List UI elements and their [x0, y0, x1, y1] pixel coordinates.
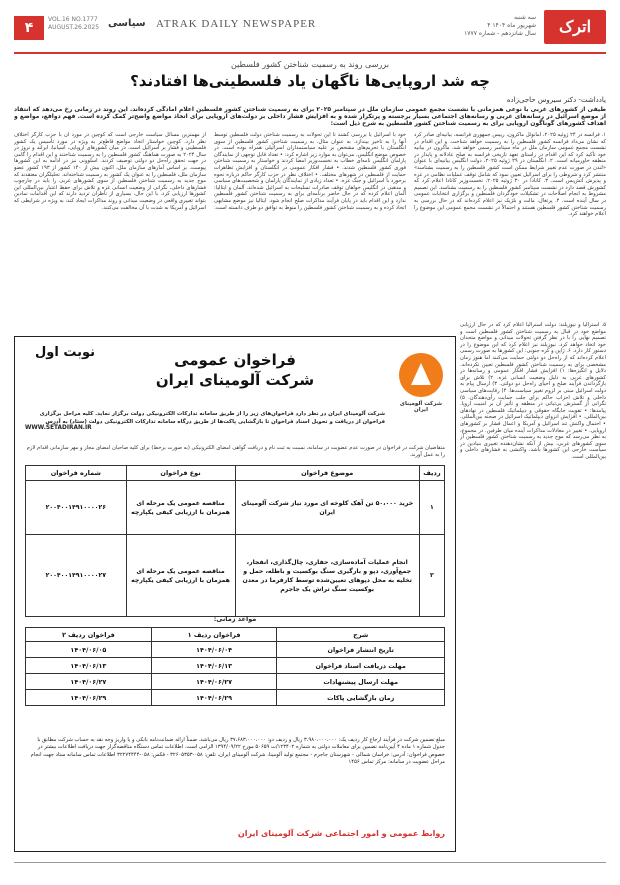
row-number: ۲: [419, 535, 444, 617]
row-type: مناقصه عمومی یک مرحله ای همزمان با ارزیابی کیفی یکپارچه: [126, 481, 235, 535]
table-row: [26, 690, 445, 706]
schedule-label: تاریخ انتشار فراخوان: [277, 642, 445, 658]
tender-advertisement: [14, 336, 456, 852]
col-header-row: ردیف: [419, 466, 444, 481]
article-column-right: ۵. استرالیا و نیوزیلند: دولت استرالیا اعلام کرد که در حال ارزیابی مواضع خود در قبال به رسمیت شناختن کشور فلسطین است و تصمیم نهایی را با در نظر گرفتن تحولات میدانی و مواضع متحدان خود اتخاذ خواهد کرد. نیوزیلند نیز اعلام کرد که این موضوع را در دستور کار دارد. ۶. ژاپن و کره جنوبی: این کشورها به صورت رسمی اعلام کرده‌اند که از راه‌حل دو دولتی حمایت می‌کنند اما هنوز زمان مشخصی برای به رسمیت شناختن کشور فلسطین تعیین نکرده‌اند. دلایل و انگیزه‌ها: ۱) افزایش فشار افکار عمومی و رسانه‌ها در کشورهای غربی به دلیل وضعیت انسانی غزه. ۲) تلاش برای بازگرداندن فرآیند صلح و احیای راه‌حل دو دولتی. ۳) ارسال پیام به دولت اسرائیل مبنی بر لزوم تغییر سیاست‌ها. ۴) رقابت‌های سیاسی داخلی و تلاش احزاب حاکم برای جلب حمایت رأی‌دهندگان. ۵) نگرانی از گسترش بی‌ثباتی در منطقه و تأثیر آن بر امنیت اروپا. پیامدها: • تقویت جایگاه حقوقی و دیپلماتیک فلسطین در نهادهای بین‌المللی. • افزایش انزوای دیپلماتیک اسرائیل در صحنه بین‌المللی. • احتمال واکنش تند اسرائیل و آمریکا و اعمال فشار بر کشورهای اروپایی. • تغییر در معادلات مذاکرات آینده میان طرفین. در مجموع، به نظر می‌رسد که موج جدید به رسمیت شناختن کشور فلسطین از سوی کشورهای غربی، بیش از آنکه نشان‌دهنده تغییری بنیادین در سیاست خارجی این کشورها باشد، واکنشی به فشارهای داخلی و بین‌المللی است.: [460, 322, 606, 460]
col-header-r1: فراخوان ردیف ۱: [151, 628, 277, 642]
ad-intro: شرکت آلومینای ایران در نظر دارد فراخوان‌های زیر را از طریق سامانه تدارکات الکترونیکی دولت برگزار نماید. کلیه مراحل برگزاری فراخوان از دریافت و تحویل اسناد فراخوان تا بازگشایی پاکت‌ها از طریق درگاه سامانه تدارکات الکترونیکی دولت (ستاد) به آدرس: [39, 411, 385, 425]
schedule-title: مواعد زمانی:: [213, 615, 257, 623]
section-label: سیاسی: [108, 18, 146, 29]
schedule-date-r2: ۱۴۰۴/۰۶/۲۷: [26, 674, 152, 690]
col-header-code: شماره فراخوان: [26, 466, 127, 481]
col-header-r2: فراخوان ردیف ۲: [26, 628, 152, 642]
col-header-desc: شرح: [277, 628, 445, 642]
issue-date: [464, 14, 536, 38]
schedule-label: مهلت ارسال پیشنهادات: [277, 674, 445, 690]
table-row: [26, 481, 445, 535]
table-row: [26, 674, 445, 690]
issue-date-en: AUGUST.26.2025: [48, 24, 100, 31]
row-number: ۱: [419, 481, 444, 535]
article-columns: [14, 132, 606, 322]
page-number: ۴: [14, 16, 44, 40]
col-header-subject: موضوع فراخوان: [235, 466, 419, 481]
row-subject: انجام عملیات آماده‌سازی، حفاری، چال‌گذاری، انفجار، جمع‌آوری، دپو و بارگیری سنگ بوکسیت و باطله، حمل و تخلیه به محل دپوهای تعیین‌شده توسط کارفرما در معدن بوکسیت سنگ تراش یک جاجرم: [235, 535, 419, 617]
volume-number: VOL.16 NO.1777: [48, 16, 98, 23]
article-lead: طیفی از کشورهای غربی با نوعی همزمانی با نشست مجمع عمومی سازمان ملل در سپتامبر ۲۰۲۵ برای به رسمیت شناختن کشور فلسطین اعلام آمادگی کرده‌اند. این روند در زمانی رخ می‌دهد که انتقاد از موضع اسرائیل در رسانه‌های غربی و رسانه‌های اجتماعی بسیار برجسته و پرتکرار شده و به افزایش فشار داخلی بر دولت‌های اروپایی برای اتخاذ مواضع واضح‌تر کمک کرده است. فهم دوافع، مواضع و اهداف کشورهای گوناگون اروپایی برای به رسمیت شناختن کشور فلسطین به شرح ذیل است:: [14, 106, 606, 128]
page-header: [14, 10, 606, 50]
schedule-date-r2: ۱۴۰۴/۰۶/۱۳: [26, 658, 152, 674]
header-rule: [14, 52, 606, 54]
article-headline: چه شد اروپایی‌ها ناگهان یاد فلسطینی‌ها افتادند؟: [130, 72, 490, 90]
article-column-2: خود با اسرائیل یا بررسی کشند تا این تحولات به رسمیت شناختن دولت فلسطین توسط آنها را به تاخیر بیندازد. به عنوان مثال، به رسمیت شناختن کشور فلسطین از سوی انگلستان با تحریم‌های مشخص بر علیه سیاستمداران اسرائیلی همراه بوده است. در خصوص موضع انگلیس، می‌توان به موارد زیر اشاره کرد: • تعداد قابل توجهی از نمایندگان پارلمان انگلیس نامه‌ای خطاب به نخست‌وزیر امضا کردند و خواستار به رسمیت شناختن فوری کشور فلسطین شدند. • فشار افکار عمومی در انگلستان و افزایش تظاهرات حمایت از فلسطین در شهرهای مختلف. • اختلاف نظر در حزب کارگر حاکم درباره نحوه برخورد با اسرائیل و جنگ غزه. • تعداد زیادی از نمایندگان پارلمان و شخصیت‌های سیاسی و مذهبی در انگلیس خواهان توقف صادرات تسلیحات به اسرائیل شده‌اند. آلمان و ایتالیا: آلمان اعلام کرده که در حال حاضر برنامه‌ای برای به رسمیت شناختن کشور فلسطین ندارد و این اقدام باید در پایان فرآیند مذاکرات صلح انجام شود. ایتالیا نیز موضع مشابهی اتخاذ کرده و به رسمیت شناختن کشور فلسطین را منوط به توافق دو طرف دانسته است.: [214, 132, 406, 211]
table-row: [26, 535, 445, 617]
ad-footer-text: مبلغ تضمین شرکت در فرآیند ارجاع کار ردیف یک: ۳،۹۸۰،۰۰۰،۰۰۰ ریال و ردیف دو: ۳۷،۶۸۳،۰۰۰،۰۰۰ ریال می‌باشد. ضمناً ارائه ضمانت‌نامه بانکی و یا واریز وجه نقد به حساب شرکت مطابق با جدول شماره ۱ ماده ۴ آیین‌نامه تضمین برای معاملات دولتی به شماره ۱۲۳۴۰۲/ت ۵۰۶۵۹ مورخ ۱۳۹۴/۰۹/۲۲ الزامی است. اطلاعات تماس دستگاه مناقصه‌گزار جهت دریافت اطلاعات بیشتر در خصوص فراخوان: آدرس: خراسان شمالی - شهرستان جاجرم - مجتمع تولید آلومینا، شرکت آلومینای ایران، تلفن: ۰۵۸-۳۲۶۰۵۳۵۳ - فکس: ۰۵۸-۳۲۲۷۴۴۴۴ اطلاعات تماس سامانه ستاد جهت انجام مراحل عضویت در سامانه: مرکز تماس ۱۴۵۶: [30, 737, 445, 766]
schedule-date-r1: ۱۴۰۴/۰۶/۲۹: [151, 690, 277, 706]
schedule-label: مهلت دریافت اسناد فراخوان: [277, 658, 445, 674]
article-column-1: ۱. فرانسه در ۲۴ ژوئیه ۲۰۲۵، امانوئل ماکرون، رییس جمهوری فرانسه، بیانیه‌ای صادر کرد که نشان می‌داد فرانسه کشور فلسطین را به رسمیت خواهد شناخت. و این اقدام در نشست مجمع عمومی سازمان ملل در ماه سپتامبر رسمی خواهد شد. ماکرون در بیانیه خود تأکید کرد که این اقدام در راستای تعهد تاریخی فرانسه به صلح عادلانه و پایدار در منطقه خاورمیانه است. ۲. انگلستان در ۲۹ ژوئیه ۲۰۲۵، دولت انگلیس بیانیه‌ای با عنوان «لندن در صورت عدم تغییر شرایط ممکن است کشور فلسطین را به رسمیت بشناسد» منتشر کرد و شروطی را برای اسرائیل تعیین نمود که شامل توقف عملیات نظامی در غزه و پذیرش آتش‌بس است. ۳. کانادا در ۳۰ ژوئیه ۲۰۲۵، نخست‌وزیر کانادا اعلام کرد که کشورش قصد دارد در نشست سپتامبر کشور فلسطین را به رسمیت بشناسد. این تصمیم مشروط به انجام اصلاحات در تشکیلات خودگردان فلسطین و برگزاری انتخابات عمومی در سال آینده است. ۴. پرتغال، مالت و بلژیک نیز اعلام کرده‌اند که در حال بررسی به رسمیت شناختن کشور فلسطین هستند و احتمالاً در نشست مجمع عمومی این موضوع را اعلام خواهند کرد.: [414, 132, 606, 218]
ad-signature: روابط عمومی و امور اجتماعی شرکت آلومینای ایران: [237, 829, 445, 838]
ad-round: نوبت اول: [35, 345, 96, 360]
row-code: ۲۰۰۴۰۰۱۴۹۱۰۰۰۰۲۶: [26, 481, 127, 535]
ad-note: متقاضیان شرکت در فراخوان در صورت عدم عضویت در سامانه، نسبت به ثبت نام و دریافت گواهی امضای الکترونیکی (به صورت برخط) برای کلیه صاحبان امضای مجاز و مهر سازمانی اقدام لازم را به عمل آورند.: [26, 445, 445, 459]
schedule-date-r1: ۱۴۰۴/۰۶/۰۴: [151, 642, 277, 658]
schedule-label: زمان بازگشایی پاکات: [277, 690, 445, 706]
schedule-date-r1: ۱۴۰۴/۰۶/۲۷: [151, 674, 277, 690]
schedule-date-r2: ۱۴۰۴/۰۶/۲۹: [26, 690, 152, 706]
ad-company: شرکت آلومینای ایران: [155, 371, 315, 389]
article-author: یادداشت- دکتر سیروس حاجی‌زاده: [506, 96, 606, 104]
setad-website-link[interactable]: WWW.SETADIRAN.IR: [25, 425, 92, 431]
article-column-3: از مهمترین مسائل سیاست خارجی است که کوچین در مورد آن با حزب کارگر اختلاف نظر دارد. کوچین خواستار اتخاذ مواضع قاطع‌تر به ویژه در مورد تأسیس یک کشور فلسطینی و فشار بر اسرائیل است. در میان کشورهای اروپایی، اسپانیا، ایرلند و نروژ در سال ۲۰۲۴ به صورت هماهنگ کشور فلسطین را به رسمیت شناختند و این اقدام را گامی در جهت تحقق راه‌حل دو دولتی توصیف کردند. اسلوونی نیز در ادامه به این کشورها پیوست. بر اساس آمارهای سازمان ملل، اکنون بیش از ۱۴۰ کشور از ۱۹۳ کشور عضو سازمان ملل، فلسطین را به عنوان یک کشور به رسمیت شناخته‌اند. تحلیلگران معتقدند که موج جدید به رسمیت شناختن فلسطین از سوی کشورهای غربی را باید در چارچوب فشارهای داخلی، نگرانی از وضعیت انسانی غزه و تلاش برای حفظ اعتبار بین‌المللی این کشورها ارزیابی کرد. با این حال، بسیاری از ناظران تردید دارند که این اقدامات نمادین بتواند تغییری واقعی در وضعیت میدانی و روند مذاکرات ایجاد کند، به ویژه در شرایطی که اسرائیل و آمریکا به شدت با آن مخالفت می‌کنند.: [14, 132, 206, 211]
ad-title: فراخوان عمومی: [174, 351, 296, 369]
schedule-header: [26, 628, 445, 642]
row-type: مناقصه عمومی یک مرحله ای همزمان با ارزیابی کیفی یکپارچه: [126, 535, 235, 617]
row-subject: خرید ۵۰،۰۰۰ تن آهک کلوخه ای مورد نیاز شرکت آلومینای ایران: [235, 481, 419, 535]
logo-triangle-icon: [411, 363, 431, 385]
schedule-date-r2: ۱۴۰۴/۰۶/۰۵: [26, 642, 152, 658]
col-header-type: نوع فراخوان: [126, 466, 235, 481]
schedule-date-r1: ۱۴۰۴/۰۶/۱۳: [151, 658, 277, 674]
table-row: [26, 642, 445, 658]
newspaper-logo: اترک: [544, 10, 606, 44]
issue-number: سال شانزدهم - شماره ۱۷۷۷: [464, 30, 536, 37]
row-code: ۲۰۰۴۰۰۱۴۹۱۰۰۰۰۲۷: [26, 535, 127, 617]
bottom-rule: [14, 862, 606, 863]
weekday: سه شنبه: [513, 14, 536, 21]
english-masthead: ATRAK DAILY NEWSPAPER: [156, 18, 317, 30]
tender-table-header: [26, 466, 445, 481]
tender-table: [25, 465, 445, 617]
schedule-table: [25, 627, 445, 706]
table-row: [26, 658, 445, 674]
date-fa: ۴ شهریور ماه ۱۴۰۴: [487, 22, 536, 29]
article-kicker: بررسی روند به رسمیت شناختن کشور فلسطین: [231, 60, 389, 69]
company-logo-label: شرکت آلومینای ایران: [399, 401, 443, 413]
volume-info: [48, 16, 99, 32]
